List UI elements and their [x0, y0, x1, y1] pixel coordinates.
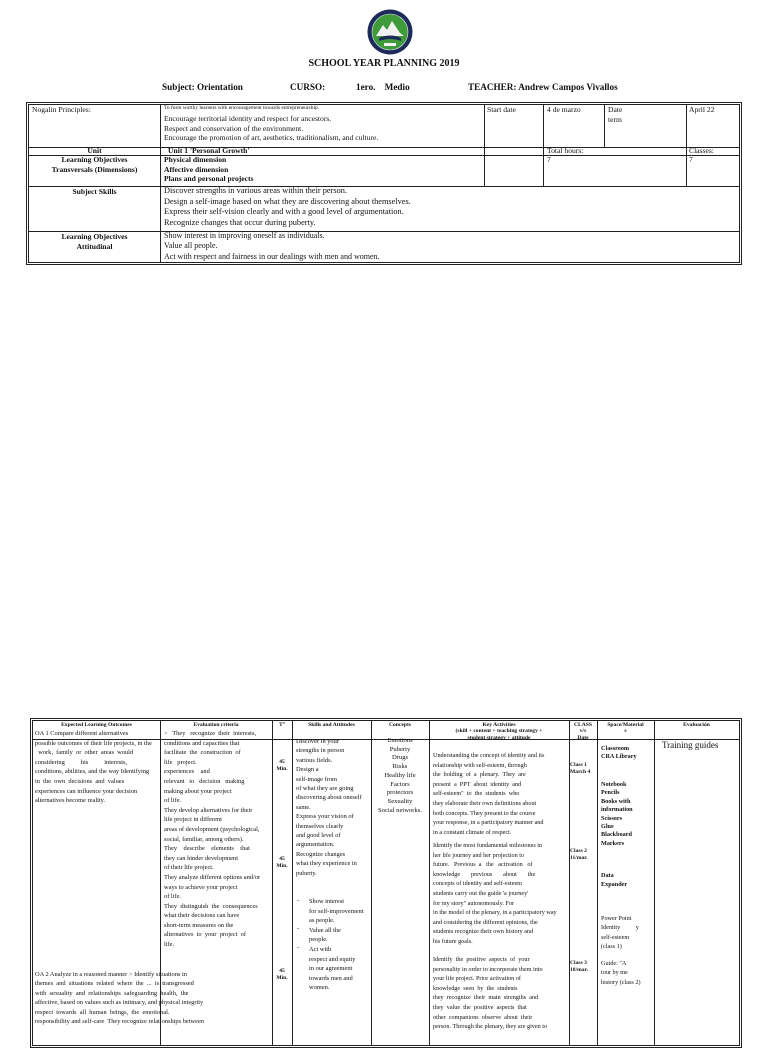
- activity-line: your life project. Prior activation of: [433, 975, 521, 983]
- concept-line: Emotions: [387, 737, 413, 744]
- time-1: [272, 759, 292, 773]
- skill-attitude-item: Act with: [309, 945, 332, 953]
- material-line: tour by me: [601, 969, 628, 977]
- skill-attitude-line: same.: [296, 803, 311, 811]
- principles-list: [164, 114, 378, 143]
- time-line: Min.: [276, 766, 288, 772]
- criteria-line: of life.: [164, 797, 182, 805]
- transversal-objectives-label: Learning Objectives Transversals (Dimensions): [51, 155, 138, 174]
- material-line: history (class 2): [601, 978, 641, 986]
- classes-value: 7: [689, 155, 693, 164]
- concept-line: Puberty: [389, 745, 411, 753]
- evaluation-criteria: [164, 729, 260, 950]
- activity-line: your response, in a participatory manner and: [433, 819, 544, 827]
- skill-attitude-line: puberty.: [296, 869, 317, 877]
- attitudinal-objectives-label: Learning Objectives Attitudinal: [61, 232, 128, 251]
- outcome-line: respect towards all human beings, the emotional.: [35, 1008, 170, 1016]
- page-title: SCHOOL YEAR PLANNING 2019: [308, 58, 460, 69]
- dimension-line: Affective dimension: [164, 164, 229, 174]
- concept-line: protectors: [386, 789, 414, 797]
- skill-attitude-line: themselves clearly: [296, 822, 344, 830]
- curso-label: CURSO:: [290, 82, 326, 92]
- activity-line: concepts of identity and self-esteem: [433, 880, 522, 888]
- materials-guide: [601, 959, 641, 987]
- class-date-line: 18/mar.: [570, 967, 588, 974]
- material-line: information: [601, 806, 633, 814]
- skill-attitude-line: Discover in your: [296, 738, 339, 745]
- criteria-line: conditions and capacities that: [164, 739, 240, 747]
- subject-skills-list: [164, 186, 411, 228]
- total-hours-value: 7: [547, 155, 551, 164]
- material-line: Scissors: [601, 814, 622, 822]
- activity-line: students recognize their own history and: [433, 928, 534, 936]
- criteria-line: relevant to decision making: [164, 777, 245, 785]
- skill-attitude-line: strengths in person: [296, 747, 345, 755]
- skill-attitude-item: in our agreement: [309, 965, 353, 973]
- material-line: Guide: "A: [601, 960, 627, 967]
- total-hours-label: Total hours:: [547, 146, 584, 155]
- class-1-date: [570, 762, 590, 777]
- concepts-list: [371, 737, 429, 815]
- criteria-line: experiences and: [164, 768, 210, 776]
- activity-line: the holding of a plenary. They are: [433, 771, 526, 779]
- skill-attitude-item: for self-improvement: [309, 907, 364, 915]
- date-term-value: April 22: [689, 105, 715, 114]
- skill-attitude-item: respect and equity: [309, 955, 356, 963]
- outcome-oa2: [35, 970, 204, 1026]
- skills-attitudes: [296, 737, 362, 878]
- materials-power-point: [601, 914, 639, 952]
- skill-attitude-item: towards men and: [309, 974, 353, 982]
- activity-line: relationship with self-esteem, through: [433, 761, 527, 769]
- material-line: Glue: [601, 823, 614, 831]
- outcome-line: affective, based on values such as intimacy, and physical integrity: [35, 999, 204, 1007]
- concept-line: Social networks.: [378, 806, 422, 814]
- criteria-line: of their life project.: [164, 864, 214, 872]
- class-date-line: Class 2: [570, 848, 587, 854]
- nogalin-label: Nogalin Principles:: [32, 105, 91, 114]
- header-time: T°: [279, 722, 285, 728]
- outcome-line: conditions, abilities, and the way Identifying: [35, 768, 150, 776]
- activity-line: Identify the positive aspects of your: [433, 956, 530, 963]
- skill-attitude-line: self-image from: [296, 775, 337, 783]
- skill-attitude-item: women.: [309, 984, 330, 992]
- materials-equipment: [601, 871, 627, 890]
- activity-class-2: [433, 841, 557, 947]
- curso-value: 1ero. Medio: [356, 82, 410, 92]
- start-date-label: Start date: [487, 105, 516, 114]
- concept-line: Sexuality: [387, 797, 413, 805]
- material-line: (class 1): [601, 943, 622, 951]
- outcome-line: alternatives become reality.: [35, 797, 106, 805]
- criteria-line: life project in different: [164, 816, 222, 824]
- class-3-date: [570, 960, 588, 975]
- skills-attitudes-list: [309, 897, 363, 993]
- criteria-line: They analyze different options and/or: [164, 873, 261, 881]
- class-date-line: Class 1: [570, 762, 587, 768]
- material-line: Pencils: [601, 789, 620, 797]
- outcome-oa1: [35, 729, 152, 806]
- subject-skills-label: Subject Skills: [72, 187, 117, 196]
- activity-line: they value the positive aspects that: [433, 1003, 527, 1011]
- unit-value: Unit 1 'Personal Growth': [168, 146, 250, 155]
- criteria-line: areas of development (psychological,: [164, 825, 260, 833]
- material-line: Data: [601, 872, 614, 879]
- time-line: 45: [279, 856, 285, 862]
- skill-attitude-line: discovering about oneself: [296, 794, 362, 802]
- class-date-line: 11/mar.: [570, 855, 588, 862]
- skill-attitude-line: Recognize changes: [296, 850, 346, 858]
- material-line: Identity y: [601, 924, 639, 932]
- activity-line: other companions observe about their: [433, 1013, 533, 1021]
- activity-line: knowledge previous about the: [433, 870, 536, 878]
- skill-attitude-line: various fields.: [296, 756, 333, 764]
- header-activities: Key Activities (skill + content + teaching strategy + student strategy + attitude: [455, 722, 543, 741]
- dash-bullet: -: [297, 925, 300, 932]
- activity-line: both concepts. They present to the course: [433, 809, 536, 817]
- activity-line: in a constant climate of respect.: [433, 828, 512, 836]
- skill-attitude-item: people.: [309, 936, 328, 944]
- start-date-value: 4 de marzo: [547, 105, 581, 114]
- activity-class-1: [433, 751, 544, 837]
- criteria-line: They describe elements that: [164, 845, 250, 853]
- activity-line: future. Previous a the activation of: [433, 861, 533, 869]
- criteria-line: what their decisions can have: [164, 912, 240, 920]
- criteria-line: They distinguish the consequences: [164, 902, 258, 910]
- school-logo: [367, 9, 413, 55]
- materials-spaces: [601, 745, 637, 761]
- outcome-line: with sexuality and relationships safeguarding health, the: [35, 989, 189, 997]
- activity-line: for my story" autonomously. For: [433, 899, 515, 907]
- outcome-line: in the own decisions and values: [35, 777, 125, 785]
- activity-line: and considering the different opinions, the: [433, 918, 538, 926]
- skill-line: Recognize changes that occur during puberty.: [164, 217, 316, 227]
- concept-line: Drugs: [391, 754, 409, 762]
- skill-attitude-line: argumentation.: [296, 841, 335, 849]
- criteria-line: social, familiar, among others).: [164, 835, 244, 843]
- activity-line: in the model of the plenary, in a participatory way: [433, 909, 557, 917]
- material-line: Books with: [601, 797, 631, 805]
- material-line: Notebook: [601, 781, 627, 788]
- material-line: Classroom: [601, 745, 630, 752]
- criteria-line: they can hinder development: [164, 854, 238, 862]
- activity-line: her life journey and her projection to: [433, 851, 525, 859]
- principle-line: Encourage the promotion of art, aesthetics, traditionalism, and culture.: [164, 133, 379, 143]
- outcome-line: work, family or other areas would: [35, 749, 134, 757]
- criteria-line: > They recognize their interests,: [164, 730, 257, 737]
- activity-line: present a PPT about identity and: [433, 780, 522, 788]
- skill-attitude-item: Value all the: [309, 926, 341, 934]
- activity-class-3: [433, 955, 547, 1032]
- class-date-line: March 4: [570, 769, 591, 776]
- dash-bullet: -: [297, 944, 300, 951]
- outcome-line: possible outcomes of their life projects, in the: [35, 739, 152, 747]
- skill-attitude-line: of what they are going: [296, 785, 354, 793]
- time-2: [272, 856, 292, 870]
- criteria-line: facilitate the construction of: [164, 749, 241, 757]
- date-term-label: Date term: [608, 105, 623, 124]
- criteria-line: of life.: [164, 893, 182, 901]
- lesson-plan-table: [30, 718, 742, 1048]
- outcome-line: considering his interests,: [35, 758, 128, 766]
- outcome-line: OA 1 Compare different alternatives: [35, 730, 129, 737]
- time-line: Min.: [276, 975, 288, 981]
- header-skills: Skills and Attitudes: [308, 722, 355, 728]
- activity-line: they recognize their main strengths and: [433, 994, 539, 1002]
- skill-line: Discover strengths in various areas within their person.: [164, 186, 347, 195]
- attitudinal-list: [164, 231, 380, 262]
- principle-line: Respect and conservation of the environment.: [164, 123, 304, 133]
- activity-line: personality in order to incorporate them into: [433, 965, 543, 973]
- classes-label: Classes:: [689, 146, 714, 155]
- material-line: CRA Library: [601, 753, 637, 761]
- activity-line: self-esteem" to the students who: [433, 790, 520, 798]
- dimension-line: Physical dimension: [164, 155, 227, 164]
- material-line: Markers: [601, 839, 625, 847]
- criteria-line: They develop alternatives for their: [164, 806, 253, 814]
- school-logo-emblem: [367, 9, 413, 55]
- skill-line: Express their self-vision clearly and with a good level of argumentation.: [164, 207, 404, 217]
- dash-bullet: -: [297, 897, 300, 904]
- attitudinal-line: Value all people.: [164, 241, 218, 251]
- criteria-line: alternatives to your project of: [164, 931, 246, 939]
- outcome-line: experiences can influence your decision: [35, 787, 138, 795]
- skill-attitude-item: Show interest: [309, 898, 344, 905]
- subject-label: Subject: Orientation: [162, 82, 243, 92]
- unit-plan-table: [26, 102, 742, 265]
- outcome-line: responsibility and self-care They recognize relationships between: [35, 1018, 204, 1026]
- skill-line: Design a self-image based on what they are discovering about themselves.: [164, 196, 411, 206]
- activity-line: Understanding the concept of identity and its: [433, 752, 545, 759]
- material-line: Power Point: [601, 915, 632, 922]
- activity-line: his future goals.: [433, 937, 473, 945]
- skill-attitude-line: Express your vision of: [296, 813, 354, 821]
- skill-attitude-line: what they experience in: [296, 860, 357, 868]
- concept-line: Healthy life: [384, 771, 416, 779]
- materials-supplies: [601, 781, 633, 848]
- criteria-line: life project.: [164, 758, 197, 766]
- activity-line: they elaborate their own definitions about: [433, 799, 537, 807]
- skill-attitude-item: as people.: [309, 917, 335, 925]
- unit-label: Unit: [87, 146, 102, 155]
- header-class-date: CLASS v/s Date: [573, 722, 593, 741]
- header-evaluation: Evaluación: [683, 722, 710, 728]
- concept-line: Factors: [390, 780, 410, 788]
- concept-line: Risks: [392, 763, 408, 771]
- principles-intro: To form worthy learners with encouragement towards entrepreneurship.: [164, 105, 319, 111]
- time-line: 45: [279, 759, 285, 765]
- teacher-label: TEACHER: Andrew Campos Vivallos: [468, 82, 618, 92]
- dimension-line: Plans and personal projects: [164, 174, 254, 184]
- header-materials: Space/Material s: [607, 722, 644, 735]
- class-2-date: [570, 848, 588, 863]
- activity-line: students carry out the guide 'a journey': [433, 889, 529, 897]
- time-3: [272, 968, 292, 982]
- attitudinal-line: Show interest in improving oneself as individuals.: [164, 231, 325, 240]
- criteria-line: short-term measures on the: [164, 921, 234, 929]
- outcome-line: OA 2 Analyze in a reasoned manner > Identify situations in: [35, 971, 187, 978]
- criteria-line: making about your project: [164, 787, 232, 795]
- activity-line: knowledge seen by the students: [433, 984, 518, 992]
- skill-attitude-line: Design a: [296, 766, 319, 774]
- material-line: self-esteem: [601, 933, 630, 941]
- header-concepts: Concepts: [388, 722, 412, 728]
- material-line: Blackboard: [601, 831, 632, 839]
- time-line: Min.: [276, 863, 288, 869]
- attitudinal-line: Act with respect and fairness in our dealings with men and women.: [164, 251, 380, 261]
- outcome-line: themes and situations related where the ... is transgressed: [35, 980, 194, 988]
- header-outcomes: Expected Learning Outcomes: [61, 722, 132, 728]
- material-line: Expander: [601, 881, 628, 889]
- dimensions-list: [164, 155, 254, 184]
- activity-line: person. Through the plenary, they are given to: [433, 1023, 548, 1031]
- header-criteria: Evaluation criteria: [193, 722, 239, 728]
- activity-line: Identify the most fundamental milestones in: [433, 842, 543, 849]
- principle-line: Encourage territorial identity and respect for ancestors.: [164, 114, 332, 123]
- criteria-line: ways to achieve your project: [164, 883, 238, 891]
- evaluation-value: Training guides: [662, 740, 719, 750]
- time-line: 45: [279, 968, 285, 974]
- skill-attitude-line: and good level of: [296, 832, 341, 840]
- class-date-line: Class 3: [570, 960, 587, 966]
- criteria-line: life.: [164, 941, 175, 949]
